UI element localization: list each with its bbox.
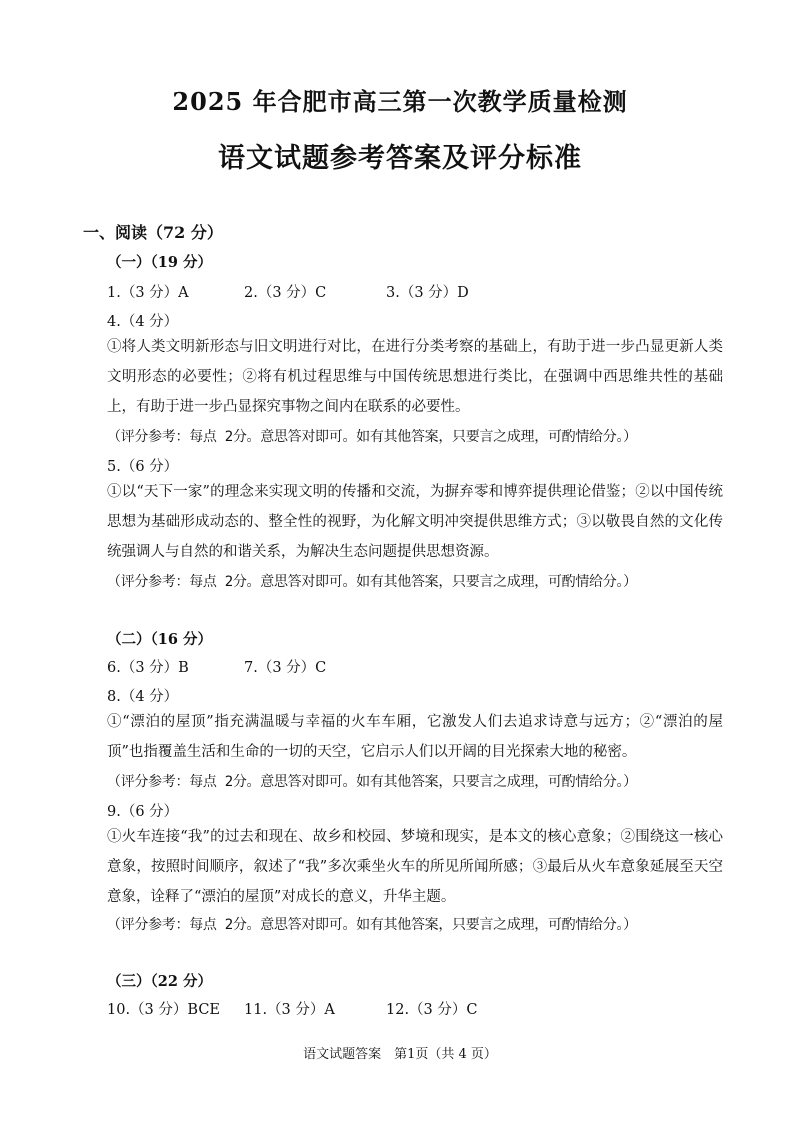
q4-answer-text: ①将人类文明新形态与旧文明进行对比，在进行分类考察的基础上，有助于进一步凸显更新人类文明形态的必要性；②将有机过程思维与中国传统思想进行类比，在强调中西思维共性的基础上，有助于进一步凸显探究事物之间内在联系的必要性。 xyxy=(107,339,723,415)
q5-answer-text: ①以“天下一家”的理念来实现文明的传播和交流，为摒弃零和博弈提供理论借鉴；②以中国传统思想为基础形成动态的、整全性的视野，为化解文明冲突提供思维方式；③以敬畏自然的文化传统强调人与自然的和谐关系，为解决生态问题提供思想资源。 xyxy=(107,484,723,560)
answer-q6: 6.（3 分）B xyxy=(107,660,189,676)
answer-q3: 3.（3 分）D xyxy=(386,285,469,301)
part3-heading: （三）（22 分） xyxy=(107,973,212,990)
q5-scoring-note: （评分参考：每点 2分。意思答对即可。如有其他答案，只要言之成理，可酌情给分。） xyxy=(107,574,637,590)
q9-scoring-note: （评分参考：每点 2分。意思答对即可。如有其他答案，只要言之成理，可酌情给分。） xyxy=(107,917,637,933)
q4-scoring-note: （评分参考：每点 2分。意思答对即可。如有其他答案，只要言之成理，可酌情给分。） xyxy=(107,429,637,445)
q5-label: 5.（6 分） xyxy=(107,459,179,475)
answer-q1: 1.（3 分）A xyxy=(107,285,189,301)
part2-heading: （二）（16 分） xyxy=(107,631,212,648)
q4-label: 4.（4 分） xyxy=(107,314,179,330)
part1-heading: （一）（19 分） xyxy=(107,254,212,271)
answer-q2: 2.（3 分）C xyxy=(244,285,327,301)
document-subtitle: 语文试题参考答案及评分标准 xyxy=(218,143,582,174)
q9-answer-text: ①火车连接“我”的过去和现在、故乡和校园、梦境和现实，是本文的核心意象；②围绕这一核心意象，按照时间顺序，叙述了“我”多次乘坐火车的所见所闻所感；③最后从火车意象延展至天空意象，诠释了“漂泊的屋顶”对成长的意义，升华主题。 xyxy=(107,829,723,905)
page-footer: 语文试题答案 第1页（共 4 页） xyxy=(303,1047,497,1062)
q8-answer-text: ①“漂泊的屋顶”指充满温暖与幸福的火车车厢，它激发人们去追求诗意与远方；②“漂泊的屋顶”也指覆盖生活和生命的一切的天空，它启示人们以开阔的目光探索大地的秘密。 xyxy=(107,714,723,760)
answer-q12: 12.（3 分）C xyxy=(386,1002,478,1018)
answer-q7: 7.（3 分）C xyxy=(244,660,327,676)
q8-label: 8.（4 分） xyxy=(107,689,179,705)
q8-scoring-note: （评分参考：每点 2分。意思答对即可。如有其他答案，只要言之成理，可酌情给分。） xyxy=(107,774,637,790)
answer-q11: 11.（3 分）A xyxy=(244,1002,335,1018)
section-reading-heading: 一、阅读（72 分） xyxy=(83,223,223,242)
answer-q10: 10.（3 分）BCE xyxy=(107,1002,220,1018)
exam-title: 2025 年合肥市高三第一次教学质量检测 xyxy=(172,87,628,116)
q9-label: 9.（6 分） xyxy=(107,804,179,820)
